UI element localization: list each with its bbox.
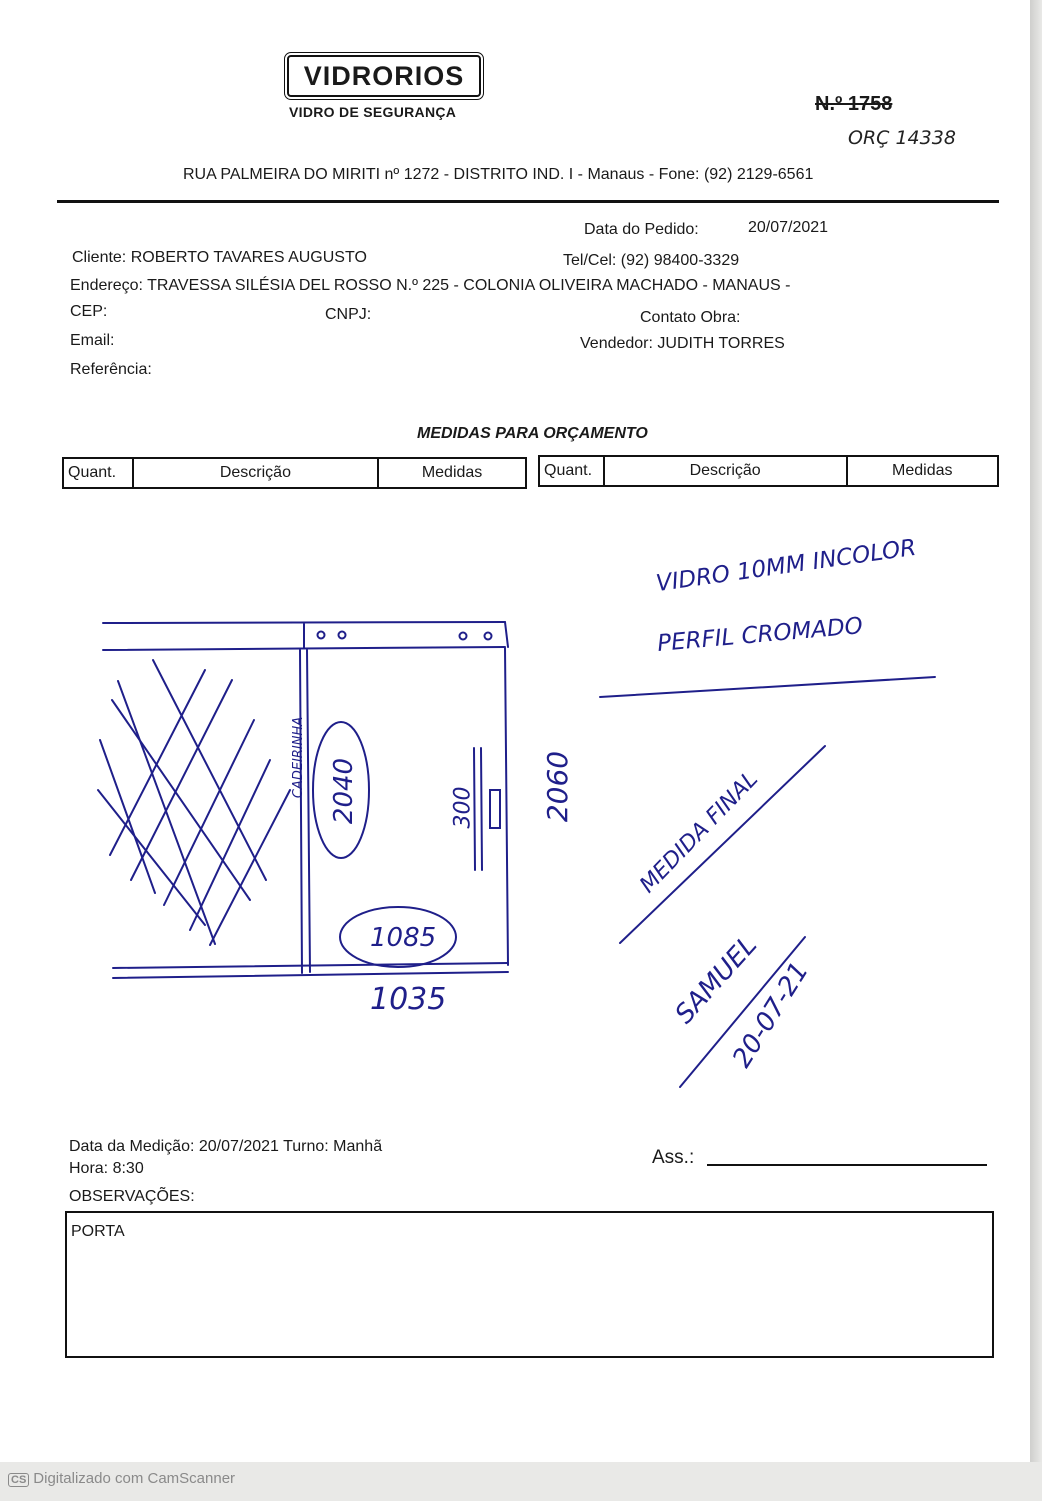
email-label: Email: [70,332,115,349]
observations-box [65,1211,994,1358]
scanner-watermark-text: Digitalizado com CamScanner [33,1470,236,1487]
contato-obra-label: Contato Obra: [640,309,741,326]
width-inner-value: 1085 [370,923,437,953]
col-medidas: Medidas [378,458,526,488]
company-address: RUA PALMEIRA DO MIRITI nº 1272 - DISTRITO IND. I - Manaus - Fone: (92) 2129-6561 [183,166,814,183]
client-name: Cliente: ROBERTO TAVARES AUGUSTO [72,249,367,266]
budget-number-handwritten: ORÇ 14338 [848,127,956,149]
order-date-value: 20/07/2021 [748,219,829,236]
height-outer-value: 2060 [541,750,575,823]
signer-name-handwritten: SAMUEL [669,930,764,1030]
cnpj-label: CNPJ: [325,306,372,323]
sign-date-handwritten: 20-07-21 [727,957,815,1073]
signature-label: Ass.: [652,1147,695,1168]
cadeirinha-label: CADEIRINHA [291,716,307,799]
company-tagline: VIDRO DE SEGURANÇA [289,104,457,120]
company-logo: VIDRORIOS [287,55,481,97]
order-date-label: Data do Pedido: [584,221,699,238]
medida-final-note: MEDIDA FINAL [635,766,764,899]
width-outer-value: 1035 [370,982,447,1017]
height-inner-value: 2040 [329,757,360,825]
glass-spec-handwritten: VIDRO 10MM INCOLOR [654,534,918,598]
frame-top-line [103,622,505,623]
client-phone: Tel/Cel: (92) 98400-3329 [563,252,740,269]
scanner-watermark [8,1470,235,1487]
document-number: N.º 1758 [815,93,893,115]
profile-spec-handwritten: PERFIL CROMADO [656,613,864,657]
col-descricao: Descrição [133,458,378,488]
salesperson: Vendedor: JUDITH TORRES [580,335,785,352]
handle-size-value: 300 [450,786,476,829]
measurement-time: Hora: 8:30 [69,1160,144,1177]
reference-label: Referência: [70,361,152,378]
frame-bottom-line [113,972,508,978]
cep-label: CEP: [70,303,108,320]
section-title: MEDIDAS PARA ORÇAMENTO [417,425,648,442]
measurement-date: Data da Medição: 20/07/2021 Turno: Manhã [69,1138,383,1155]
signature-line [707,1164,987,1166]
page-edge-shadow [1030,0,1042,1462]
client-address: Endereço: TRAVESSA SILÉSIA DEL ROSSO N.º 225 - COLONIA OLIVEIRA MACHADO - MANAUS - [70,277,791,294]
col-quant: Quant. [63,458,133,488]
col-quant: Quant. [539,456,604,486]
observations-label: OBSERVAÇÕES: [69,1188,195,1205]
camscanner-icon: CS [8,1473,29,1487]
col-descricao: Descrição [604,456,847,486]
col-medidas: Medidas [847,456,998,486]
observations-text: PORTA [71,1223,125,1240]
